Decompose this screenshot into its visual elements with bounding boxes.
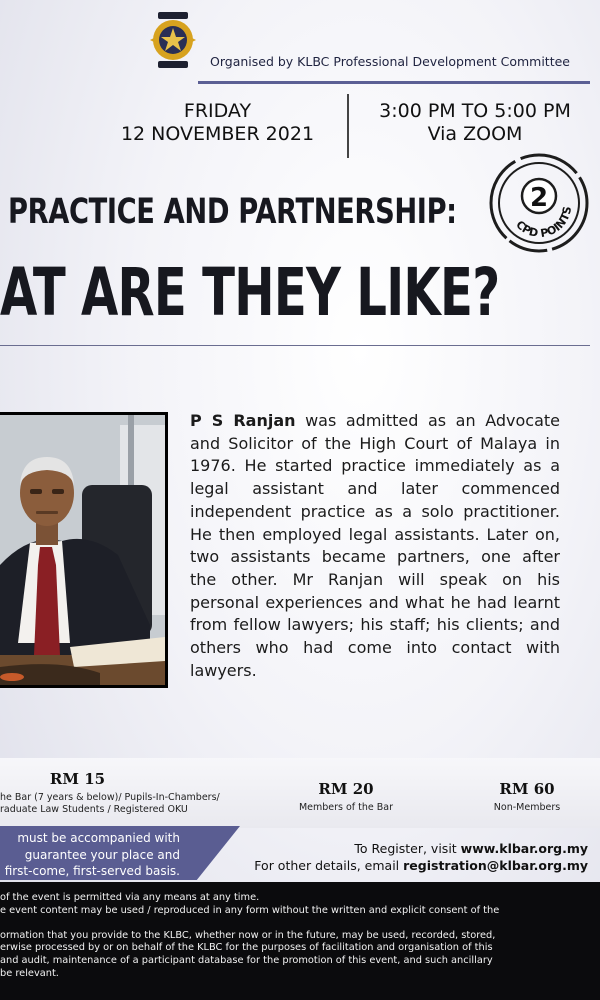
header-rule <box>198 81 590 84</box>
event-date-text: 12 NOVEMBER 2021 <box>120 123 315 145</box>
price-tier-members <box>286 780 406 814</box>
disclaimer-line: ormation that you provide to the KLBC, whether now or in the future, may be used, recorded, stored, <box>0 929 496 941</box>
price-description: raduate Law Students / Registered OKU <box>0 804 188 815</box>
date-time-divider <box>347 94 349 158</box>
event-date <box>100 100 335 146</box>
payment-note-line: guarantee your place and <box>24 847 180 862</box>
title-rule <box>0 345 590 346</box>
price-amount: RM 60 <box>499 780 555 798</box>
event-time <box>360 100 590 146</box>
cpd-points-value: 2 <box>529 183 549 213</box>
registration-email-link[interactable]: registration@klbar.org.my <box>403 858 588 873</box>
register-prefix: To Register, visit <box>354 841 461 856</box>
disclaimer-line: and audit, maintenance of a participant database for the promotion of this event, and such ancillary <box>0 954 493 966</box>
cpd-points-label: CPD POINTS <box>513 205 575 241</box>
price-description: Members of the Bar <box>298 802 394 813</box>
price-amount: RM 15 <box>49 770 106 788</box>
event-platform: Via ZOOM <box>427 123 523 145</box>
email-prefix: For other details, email <box>254 858 404 873</box>
price-description: he Bar (7 years & below)/ Pupils-In-Chambers/ <box>0 792 220 803</box>
payment-note-line: must be accompanied with <box>17 831 180 845</box>
cpd-points-stamp <box>486 150 592 256</box>
price-tier-non-members <box>472 780 582 814</box>
price-amount: RM 20 <box>318 780 374 798</box>
disclaimer-line: erwise processed by or on behalf of the KLBC for the purposes of facilitation and organisation of this <box>0 942 493 954</box>
payment-note-line: first-come, first-served basis. <box>4 864 180 878</box>
kl-bar-logo <box>146 10 200 70</box>
registration-info <box>220 840 588 874</box>
speaker-photo <box>0 412 168 688</box>
speaker-bio-text: was admitted as an Advocate and Solicitor of the High Court of Malaya in 1976. He started practice immediately as a legal assistant and later commenced independent practice as a solo practitioner. He then employed legal assistants. Later on, two assistants became partners, one after the other. Mr Ranjan will speak on his personal experiences and what he had learnt from fellow lawyers; his staff; his clients; and others who had come into contact with lawyers. <box>190 411 560 680</box>
organiser-text: Organised by KLBC Professional Development Committee <box>210 54 570 69</box>
register-link[interactable]: www.klbar.org.my <box>460 841 588 856</box>
footer-disclaimer <box>0 892 600 980</box>
speaker-bio <box>190 410 560 682</box>
title-line-1: PRACTICE AND PARTNERSHIP: <box>8 192 457 232</box>
price-description: Non-Members <box>493 802 561 813</box>
disclaimer-line: be relevant. <box>0 967 59 979</box>
disclaimer-line: of the event is permitted via any means at any time. <box>0 892 260 903</box>
title-line-2: AT ARE THEY LIKE? <box>0 254 500 331</box>
payment-note <box>0 830 180 880</box>
event-day: FRIDAY <box>183 100 252 122</box>
event-time-text: 3:00 PM TO 5:00 PM <box>379 100 571 122</box>
price-tier-junior <box>0 770 220 816</box>
speaker-name: P S Ranjan <box>190 411 296 430</box>
disclaimer-line: e event content may be used / reproduced in any form without the written and explicit consent of the <box>0 904 500 916</box>
